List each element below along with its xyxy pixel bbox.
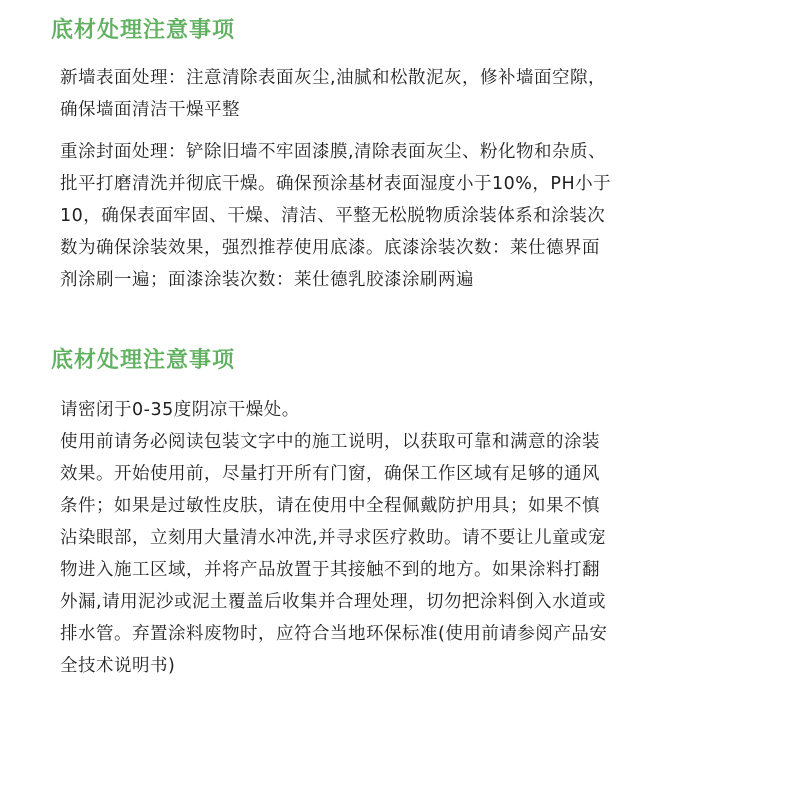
paragraph-storage bbox=[60, 394, 760, 426]
text-line: 数为确保涂装效果，强烈推荐使用底漆。底漆涂装次数：莱仕德界面 bbox=[60, 238, 600, 258]
text-line: 10，确保表面牢固、干燥、清洁、平整无松脱物质涂装体系和涂装次 bbox=[60, 206, 606, 226]
paragraph-usage-safety bbox=[60, 426, 760, 682]
text-line: 新墙表面处理：注意清除表面灰尘,油腻和松散泥灰，修补墙面空隙， bbox=[60, 68, 607, 88]
text-line: 确保墙面清洁干燥平整 bbox=[60, 100, 240, 120]
section-title: 底材处理注意事项 bbox=[51, 348, 236, 373]
text-line: 请密闭于0-35度阴凉干燥处。 bbox=[60, 400, 300, 420]
text-line: 批平打磨清洗并彻底干燥。确保预涂基材表面湿度小于10%，PH小于 bbox=[60, 174, 612, 194]
text-line: 剂涂刷一遍；面漆涂装次数：莱仕德乳胶漆涂刷两遍 bbox=[60, 270, 474, 290]
text-line: 重涂封面处理：铲除旧墙不牢固漆膜,清除表面灰尘、粉化物和杂质、 bbox=[60, 142, 607, 162]
text-line: 排水管。弃置涂料废物时，应符合当地环保标准(使用前请参阅产品安 bbox=[60, 624, 608, 644]
text-line: 外漏,请用泥沙或泥土覆盖后收集并合理处理，切勿把涂料倒入水道或 bbox=[60, 592, 607, 612]
paragraph-repaint bbox=[60, 136, 760, 296]
text-line: 效果。开始使用前，尽量打开所有门窗，确保工作区域有足够的通风 bbox=[60, 464, 600, 484]
section-title: 底材处理注意事项 bbox=[51, 18, 236, 43]
text-line: 使用前请务必阅读包装文字中的施工说明，以获取可靠和满意的涂装 bbox=[60, 432, 600, 452]
text-line: 条件；如果是过敏性皮肤，请在使用中全程佩戴防护用具；如果不慎 bbox=[60, 496, 600, 516]
text-line: 全技术说明书) bbox=[60, 656, 176, 676]
text-line: 物进入施工区域，并将产品放置于其接触不到的地方。如果涂料打翻 bbox=[60, 560, 600, 580]
paragraph-new-wall bbox=[60, 62, 760, 126]
text-line: 沾染眼部，立刻用大量清水冲洗,并寻求医疗救助。请不要让儿童或宠 bbox=[60, 528, 607, 548]
